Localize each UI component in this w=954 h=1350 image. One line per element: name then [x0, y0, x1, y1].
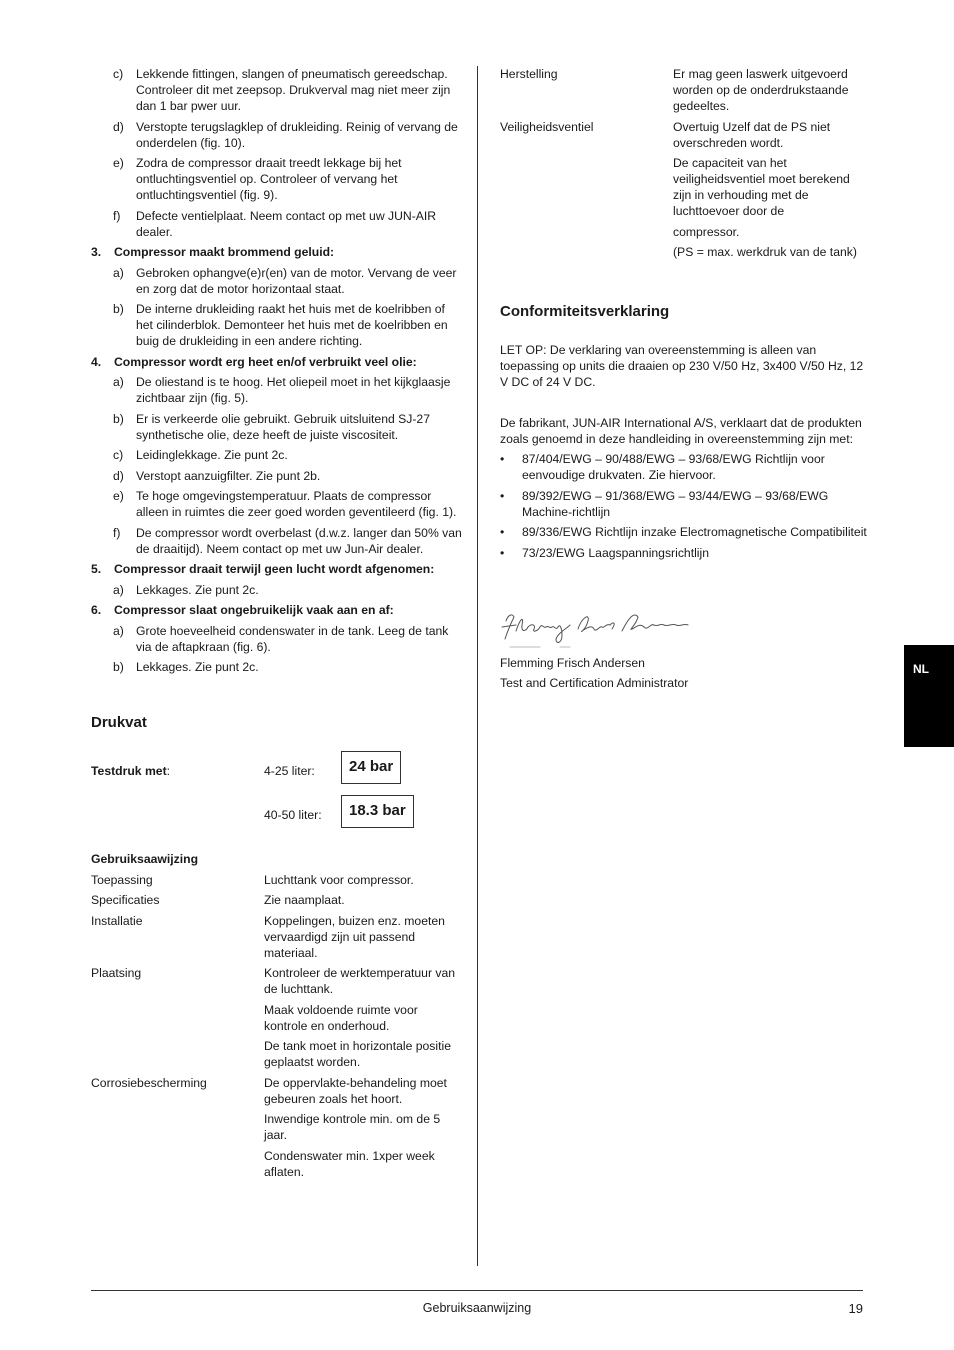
list-subitem-text: Verstopt aanzuigfilter. Zie punt 2b.: [136, 468, 321, 483]
list-subitem: [91, 525, 463, 557]
rule-row: [500, 119, 868, 261]
list-subitem-letter: e): [113, 156, 124, 170]
directive-item: [500, 488, 868, 520]
instruction-row: [91, 872, 463, 888]
instruction-row: [91, 892, 463, 908]
instruction-key: Toepassing: [91, 872, 153, 887]
list-subitem-letter: a): [113, 623, 124, 638]
list-item-5: [91, 561, 463, 598]
instruction-value: Luchttank voor compressor.: [264, 872, 414, 887]
instruction-values: [264, 892, 463, 908]
list-subitem-text: Lekkages. Zie punt 2c.: [136, 660, 259, 674]
list-subitem-text: Zodra de compressor draait treedt lekkage bij het ontluchtingsventiel op. Controleer of vervang het ontluchtingsventiel (fig. 9).: [136, 156, 402, 202]
list-subitem: [91, 208, 463, 240]
list-subitem-letter: c): [113, 67, 124, 81]
directive-text: 87/404/EWG – 90/488/EWG – 93/68/EWG Richtlijn voor eenvoudige drukvaten. Zie hiervoor.: [522, 452, 825, 482]
directive-list: [500, 451, 868, 561]
list-subitem-text: Gebroken ophangve(e)r(en) van de motor. Vervang de veer en zorg dat de motor horizontaal staat.: [136, 265, 457, 296]
list-subitem: [91, 488, 463, 520]
list-item-3: [91, 244, 463, 349]
directive-text: 73/23/EWG Laagspanningsrichtlijn: [522, 545, 709, 560]
rule-row: [500, 66, 868, 114]
list-subitem-text: Er is verkeerde olie gebruikt. Gebruik uitsluitend SJ-27 synthetische olie, deze heeft de juiste viscositeit.: [136, 411, 430, 442]
test-pressure-row-1: Testdruk met: 4-25 liter: 24 bar: [91, 751, 463, 795]
left-column: [91, 66, 463, 1184]
bullet-icon: •: [500, 525, 505, 539]
test-pressure-value: 18.3 bar: [341, 795, 414, 828]
list-subitem-letter: f): [113, 208, 121, 223]
list-item-2-continued: [91, 66, 463, 240]
rule-key: Herstelling: [500, 67, 558, 81]
directive-item: [500, 451, 868, 483]
list-subitem: [91, 582, 463, 598]
list-subitem-letter: b): [113, 660, 124, 674]
list-subitem: [91, 468, 463, 484]
handwritten-signature-icon: [500, 605, 700, 655]
conformity-statement: De fabrikant, JUN-AIR International A/S, verklaart dat de produkten zoals genoemd in deze handleiding in overeenstemming zijn met:: [500, 416, 862, 446]
instructions-table: [91, 872, 463, 1180]
list-subitem-text: Te hoge omgevingstemperatuur. Plaats de compressor alleen in ruimtes die zeer goed worden geventileerd (fig. 1).: [136, 489, 457, 519]
signature: [500, 605, 868, 655]
list-subitem-text: Grote hoeveelheid condenswater in de tank. Leeg de tank via de aftapkraan (fig. 6).: [136, 623, 449, 654]
rule-value: Er mag geen laswerk uitgevoerd worden op de onderdrukstaande gedeeltes.: [673, 67, 849, 113]
list-subitem: [91, 411, 463, 443]
list-subitem: [91, 265, 463, 297]
directive-item: [500, 545, 868, 561]
list-subitem-text: Defecte ventielplaat. Neem contact op met uw JUN-AIR dealer.: [136, 208, 437, 239]
column-divider: [477, 66, 478, 1266]
rule-value: Overtuig Uzelf dat de PS niet overschreden wordt.: [673, 119, 831, 150]
list-subitem: [91, 447, 463, 463]
list-subitem-letter: c): [113, 448, 124, 462]
list-item-heading: [91, 561, 463, 577]
rule-value: (PS = max. werkdruk van de tank): [673, 245, 857, 259]
directive-item: [500, 524, 868, 540]
conformity-note: LET OP: De verklaring van overeenstemming is alleen van toepassing op units die draaien op 230 V/50 Hz, 3x400 V/50 Hz, 12 V DC of 24 V DC.: [500, 343, 864, 389]
pressure-vessel-rules: [500, 66, 868, 260]
instruction-values: [264, 913, 463, 961]
list-item-heading: [91, 244, 463, 260]
list-item-title: Compressor wordt erg heet en/of verbruikt veel olie:: [114, 354, 417, 369]
instruction-value: De tank moet in horizontale positie geplaatst worden.: [264, 1039, 451, 1069]
list-item-number: 4.: [91, 354, 102, 369]
list-subitem-letter: f): [113, 525, 121, 540]
instruction-value: Inwendige kontrole min. om de 5 jaar.: [264, 1112, 441, 1142]
language-tab: [904, 645, 954, 747]
signer-name: Flemming Frisch Andersen: [500, 655, 645, 670]
list-subitem-text: Lekkende fittingen, slangen of pneumatisch gereedschap. Controleer dit met zeepsop. Drukverval mag niet meer zijn dan 1 bar pwer uur.: [136, 67, 451, 113]
footer-title: Gebruiksaanwijzing: [422, 1301, 532, 1315]
list-subitem-letter: b): [113, 302, 124, 316]
instruction-key: Corrosiebescherming: [91, 1075, 207, 1090]
instruction-value: De oppervlakte-behandeling moet gebeuren zoals het hoort.: [264, 1075, 447, 1106]
list-subitem-letter: a): [113, 582, 124, 597]
list-item-title: Compressor slaat ongebruikelijk vaak aan en af:: [114, 603, 394, 617]
list-subitem: [91, 119, 463, 151]
instructions-heading: Gebruiksaawijzing: [91, 852, 199, 866]
test-pressure-row-2: [91, 795, 463, 839]
signer-block: [500, 655, 868, 691]
bullet-icon: •: [500, 452, 505, 466]
list-subitem-letter: e): [113, 489, 124, 503]
instruction-values: [264, 872, 463, 888]
instruction-row: [91, 913, 463, 961]
list-subitem-letter: d): [113, 119, 124, 134]
list-subitem: [91, 301, 463, 349]
section-title-conformity: Conformiteitsverklaring: [500, 303, 670, 320]
right-column: [500, 66, 868, 695]
list-item-number: 5.: [91, 562, 102, 576]
instruction-value: Condenswater min. 1xper week aflaten.: [264, 1148, 435, 1179]
instruction-value: Koppelingen, buizen enz. moeten vervaardigd zijn uit passend materiaal.: [264, 913, 445, 960]
instruction-value: Maak voldoende ruimte voor kontrole en onderhoud.: [264, 1002, 418, 1033]
list-item-heading: [91, 354, 463, 370]
list-subitem-text: De compressor wordt overbelast (d.w.z. langer dan 50% van de draaitijd). Neem contact op met uw Jun-Air dealer.: [136, 525, 462, 556]
rule-value: compressor.: [673, 224, 740, 239]
volume-range: 40-50 liter:: [264, 808, 322, 822]
instruction-row: [91, 1075, 463, 1180]
list-subitem-letter: a): [113, 375, 124, 389]
list-item-4: [91, 354, 463, 557]
list-subitem: [91, 623, 463, 655]
list-item-number: 3.: [91, 245, 102, 259]
list-item-heading: [91, 602, 463, 618]
list-subitem-text: Lekkages. Zie punt 2c.: [136, 582, 259, 597]
bullet-icon: •: [500, 488, 505, 503]
volume-range: 4-25 liter:: [264, 764, 315, 778]
list-subitem-text: Verstopte terugslagklep of drukleiding. Reinig of vervang de onderdelen (fig. 10).: [136, 119, 458, 150]
list-subitem-text: Leidinglekkage. Zie punt 2c.: [136, 448, 288, 462]
instruction-key: Plaatsing: [91, 966, 142, 980]
list-item-number: 6.: [91, 603, 102, 617]
list-subitem-text: De interne drukleiding raakt het huis met de koelribben of het cilinderblok. Demonteer het huis met de koelribben en buig de drukleiding in een andere richting.: [136, 302, 448, 348]
directive-text: 89/336/EWG Richtlijn inzake Electromagnetische Compatibiliteit: [522, 525, 867, 539]
list-subitem: [91, 374, 463, 406]
list-subitem-letter: d): [113, 468, 124, 483]
list-item-6: [91, 602, 463, 675]
footer-rule: [91, 1290, 863, 1291]
instruction-values: [264, 965, 463, 1070]
list-subitem: [91, 66, 463, 114]
instruction-key: Specificaties: [91, 893, 160, 907]
section-title-drukvat: Drukvat: [91, 714, 147, 731]
rule-values: [673, 66, 868, 114]
bullet-icon: •: [500, 545, 505, 560]
instruction-value: Kontroleer de werktemperatuur van de luchttank.: [264, 966, 456, 996]
instruction-key: Installatie: [91, 913, 143, 928]
list-subitem-text: De oliestand is te hoog. Het oliepeil moet in het kijkglaasje zichtbaar zijn (fig. 5).: [136, 375, 451, 405]
list-subitem-letter: b): [113, 411, 124, 426]
list-item-title: Compressor maakt brommend geluid:: [114, 245, 335, 259]
instruction-value: Zie naamplaat.: [264, 893, 345, 907]
list-item-title: Compressor draait terwijl geen lucht wordt afgenomen:: [114, 562, 435, 576]
list-subitem: [91, 155, 463, 203]
signer-title: Test and Certification Administrator: [500, 675, 689, 690]
test-pressure-label: Testdruk met: [91, 764, 167, 778]
language-tab-label: NL: [913, 662, 929, 676]
rule-value: De capaciteit van het veiligheidsventiel moet berekend zijn in verhouding met de luchttoevoer door de: [673, 156, 850, 218]
test-pressure-value: 24 bar: [341, 751, 401, 784]
page-number: 19: [848, 1301, 863, 1316]
list-subitem-letter: a): [113, 265, 124, 280]
instruction-row: [91, 965, 463, 1070]
rule-key: Veiligheidsventiel: [500, 119, 594, 134]
list-subitem: [91, 659, 463, 675]
directive-text: 89/392/EWG – 91/368/EWG – 93/44/EWG – 93/68/EWG Machine-richtlijn: [522, 488, 829, 519]
instruction-values: [264, 1075, 463, 1180]
rule-values: [673, 119, 868, 261]
